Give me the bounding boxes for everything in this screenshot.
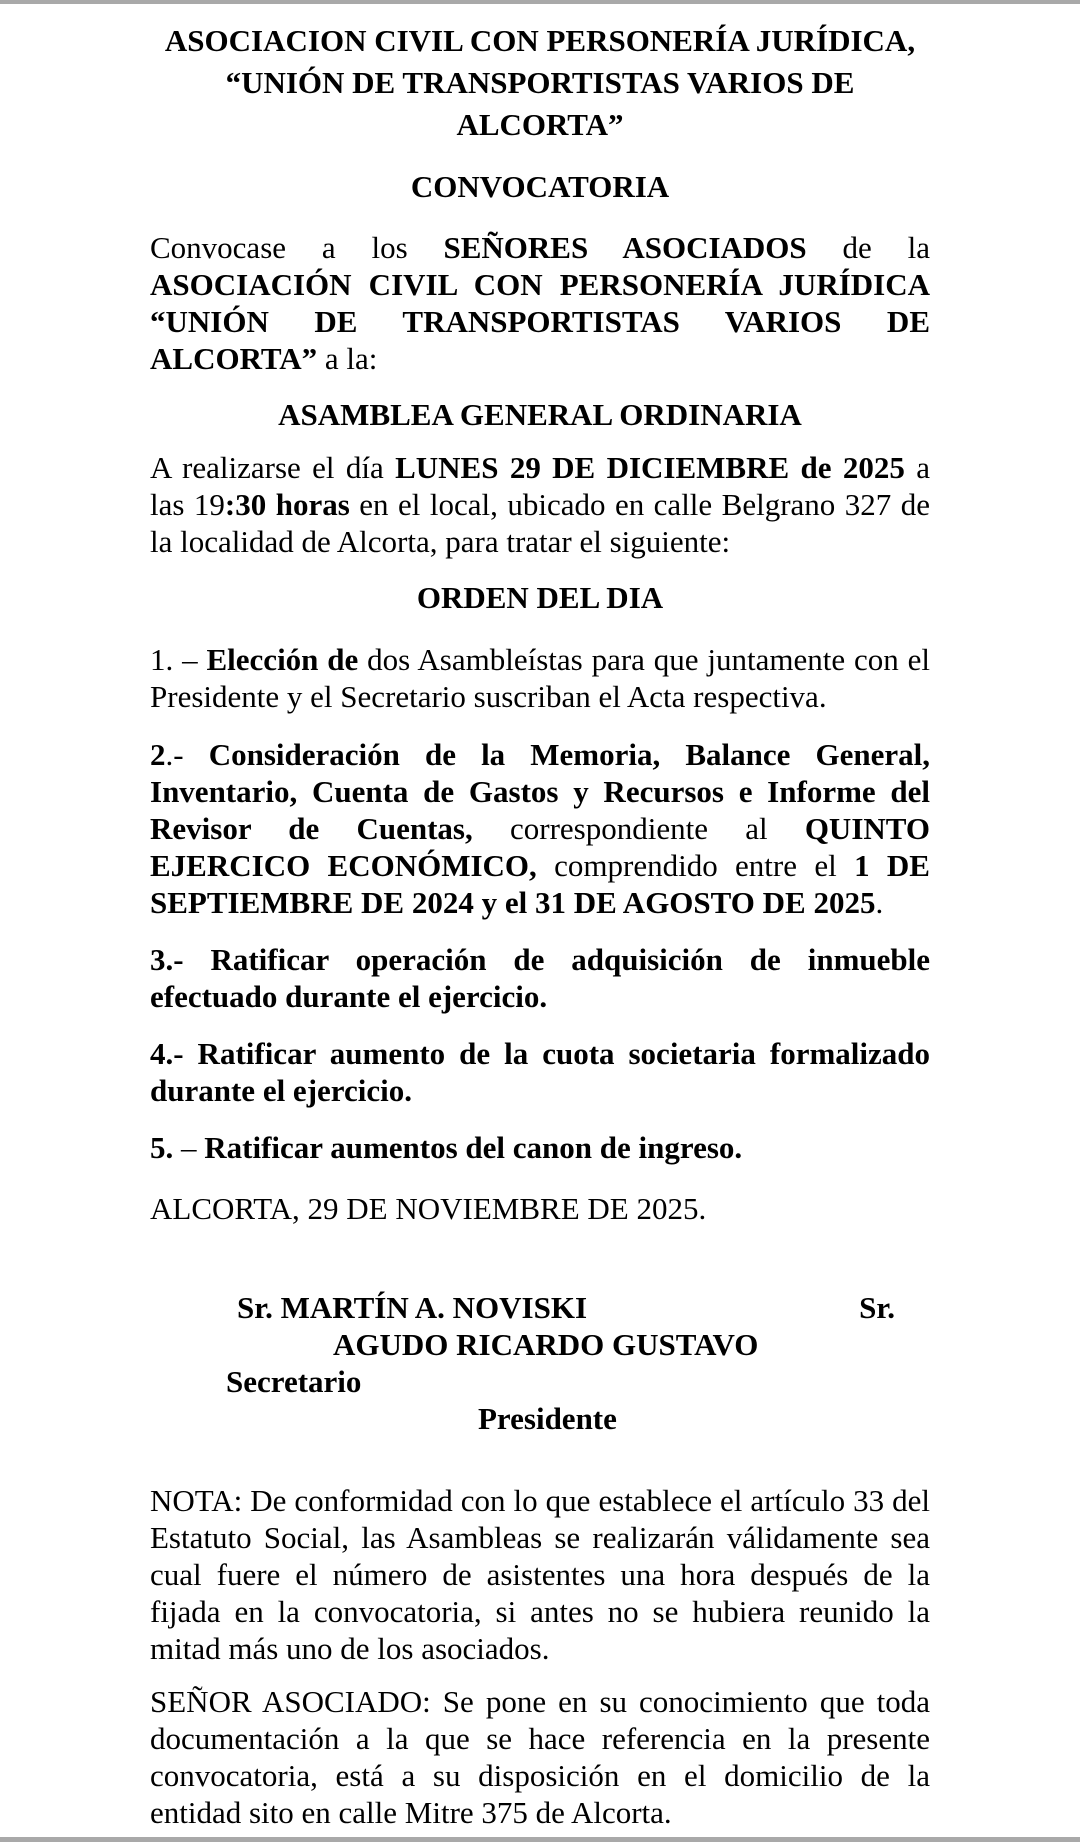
text-segment-bold: SEÑORES ASOCIADOS <box>443 230 807 265</box>
signature-president-name: AGUDO RICARDO GUSTAVO <box>333 1327 759 1362</box>
text-segment: A realizarse el día <box>150 450 396 485</box>
paragraph-realizarse <box>150 449 930 560</box>
text-segment: 1. – <box>150 642 207 677</box>
signature-line-1 <box>150 1289 930 1326</box>
text-segment-bold: 3.- Ratificar operación de adquisición de inmueble efectuado durante el ejercicio. <box>150 942 930 1014</box>
text-segment-bold: LUNES 29 DE DICIEMBRE de 2025 <box>395 450 905 485</box>
text-segment: en el local, ubicado en calle Belgrano 327 de la localidad de Alcorta, para tratar el siguiente: <box>150 487 931 559</box>
text-segment-bold: 5. <box>150 1130 174 1165</box>
text-segment: – <box>173 1130 205 1165</box>
heading-asamblea: ASAMBLEA GENERAL ORDINARIA <box>278 397 802 432</box>
orden-item-2 <box>150 736 930 921</box>
text-segment-bold: Consideración de la Memoria, Balance General, Inventario, Cuenta de Gastos y Recursos e Informe del Revisor de Cuentas, <box>150 737 931 846</box>
orden-item-4 <box>150 1035 930 1109</box>
bottom-edge-strip <box>0 1837 1080 1842</box>
heading-orden-del-dia: ORDEN DEL DIA <box>416 580 664 615</box>
text-segment: a las 19 <box>150 450 931 522</box>
signature-secretary-name: Sr. MARTÍN A. NOVISKI <box>237 1290 588 1325</box>
title-line-1: ASOCIACION CIVIL CON PERSONERÍA JURÍDICA, <box>164 23 916 58</box>
text-segment-bold: 1 DE SEPTIEMBRE DE 2024 y el 31 DE AGOSTO DE 2025 <box>150 848 930 920</box>
orden-item-5 <box>150 1129 930 1166</box>
orden-item-1 <box>150 641 930 715</box>
text-segment: . <box>875 885 884 920</box>
heading-convocatoria: CONVOCATORIA <box>410 169 670 204</box>
signature-president-prefix: Sr. <box>859 1290 895 1325</box>
paragraph-senor-asociado: SEÑOR ASOCIADO: Se pone en su conocimiento que toda documentación a la que se hace referencia en la presente convocatoria, está a su disposición en el domicilio de la entidad sito en calle Mitre 375 de Alcorta. <box>150 1684 930 1830</box>
text-segment: dos Asambleístas para que juntamente con el Presidente y el Secretario suscriban el Acta respectiva. <box>150 642 931 714</box>
orden-item-3 <box>150 941 930 1015</box>
signature-block <box>150 1289 930 1437</box>
document-title <box>150 20 930 146</box>
text-segment: Convocase a los <box>150 230 444 265</box>
signature-role-secretario: Secretario <box>226 1364 362 1399</box>
text-segment-bold: Elección de <box>206 642 359 677</box>
paragraph-nota: NOTA: De conformidad con lo que establece el artículo 33 del Estatuto Social, las Asambleas se realizarán válidamente sea cual fuere el número de asistentes una hora después de la fijada en la convocatoria, si antes no se hubiera reunido la mitad más uno de los asociados. <box>150 1483 930 1666</box>
text-segment: correspondiente al <box>472 811 805 846</box>
text-segment: a la: <box>317 341 378 376</box>
text-segment-bold: :30 horas <box>224 487 350 522</box>
title-line-2: “UNIÓN DE TRANSPORTISTAS VARIOS DE <box>225 65 855 100</box>
text-segment: .- <box>165 737 209 772</box>
date-line: ALCORTA, 29 DE NOVIEMBRE DE 2025. <box>150 1191 707 1226</box>
text-segment-bold: QUINTO EJERCICO ECONÓMICO, <box>150 811 930 883</box>
text-segment: de la <box>806 230 930 265</box>
title-line-3: ALCORTA” <box>456 107 624 142</box>
text-segment-bold: 2 <box>150 737 166 772</box>
text-segment-bold: Ratificar aumentos del canon de ingreso. <box>204 1130 743 1165</box>
text-segment-bold: 4.- Ratificar aumento de la cuota societaria formalizado durante el ejercicio. <box>150 1036 930 1108</box>
text-segment-bold: ASOCIACIÓN CIVIL CON PERSONERÍA JURÍDICA “UNIÓN DE TRANSPORTISTAS VARIOS DE ALCORTA” <box>150 267 930 376</box>
signature-role-presidente: Presidente <box>478 1401 617 1436</box>
paragraph-convocase <box>150 229 930 377</box>
text-segment: comprendido entre el <box>536 848 855 883</box>
